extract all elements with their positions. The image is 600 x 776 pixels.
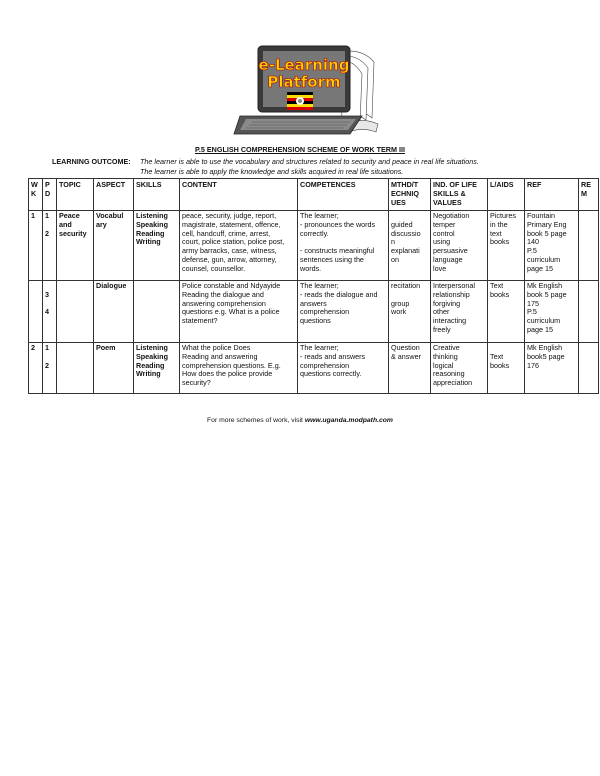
cell-aids: Pictures in the text books (488, 211, 525, 281)
e-learning-platform-logo (232, 40, 382, 138)
cell-rem (579, 343, 599, 394)
logo-line2: Platform (267, 73, 341, 91)
footer-text: For more schemes of work, visit (207, 417, 305, 424)
header-ref: REF (525, 179, 579, 211)
header-methods: MTHD/T ECHNIQ UES (389, 179, 431, 211)
cell-pd: 3 4 (43, 281, 57, 343)
cell-content: What the police Does Reading and answering comprehension questions. E.g. How does the police provide security? (180, 343, 298, 394)
laptop-book-logo-icon (232, 40, 382, 138)
outcome-line2: The learner is able to apply the knowledge and skills acquired in real life situations. (140, 167, 404, 176)
header-topic: TOPIC (57, 179, 94, 211)
table-row (29, 281, 599, 343)
footer-note (0, 417, 600, 424)
cell-life-skills: Interpersonal relationship forgiving other interacting freely (431, 281, 488, 343)
cell-content: peace, security, judge, report, magistrate, statement, offence, cell, handcuff, crime, arrest, court, police station, police post, army barracks, case, witness, defense, gun, arrow, attorney, counsel, counsellor. (180, 211, 298, 281)
cell-aids: Text books (488, 281, 525, 343)
cell-topic (57, 281, 94, 343)
outcome-label: LEARNING OUTCOME: (52, 157, 131, 166)
table-row (29, 211, 599, 281)
cell-competences: The learner; - reads and answers comprehension questions correctly. (298, 343, 389, 394)
cell-life-skills: Creative thinking logical reasoning appreciation (431, 343, 488, 394)
outcome-line1: The learner is able to use the vocabulary and structures related to security and peace in real life situations. (140, 157, 479, 166)
cell-aids: Text books (488, 343, 525, 394)
header-content: CONTENT (180, 179, 298, 211)
cell-aspect: Vocabul ary (94, 211, 134, 281)
cell-content: Police constable and Ndyayide Reading the dialogue and answering comprehension questions e.g. What is a police statement? (180, 281, 298, 343)
cell-competences: The learner; - pronounces the words correctly. - constructs meaningful sentences using the words. (298, 211, 389, 281)
header-competences: COMPETENCES (298, 179, 389, 211)
cell-skills: Listening Speaking Reading Writing (134, 343, 180, 394)
cell-wk: 1 (29, 211, 43, 281)
cell-topic (57, 343, 94, 394)
cell-methods: Question & answer (389, 343, 431, 394)
cell-ref: Mk English book 5 page 175 P.5 curriculum page 15 (525, 281, 579, 343)
header-rem: RE M (579, 179, 599, 211)
header-life-skills: IND. OF LIFE SKILLS & VALUES (431, 179, 488, 211)
cell-topic: Peace and security (57, 211, 94, 281)
cell-rem (579, 211, 599, 281)
cell-life-skills: Negotiation temper control using persuasive language love (431, 211, 488, 281)
logo-line1: e-Learning (258, 56, 350, 74)
header-aspect: ASPECT (94, 179, 134, 211)
cell-wk (29, 281, 43, 343)
footer-link[interactable]: www.uganda.modpath.com (304, 417, 393, 424)
scheme-of-work-table (28, 178, 599, 394)
cell-methods: guided discussio n explanati on (389, 211, 431, 281)
cell-aspect: Dialogue (94, 281, 134, 343)
header-skills: SKILLS (134, 179, 180, 211)
table-row (29, 343, 599, 394)
uganda-flag-icon (287, 92, 313, 110)
cell-wk: 2 (29, 343, 43, 394)
cell-methods: recitation group work (389, 281, 431, 343)
cell-skills: Listening Speaking Reading Writing (134, 211, 180, 281)
cell-ref: Mk English book5 page 176 (525, 343, 579, 394)
header-aids: L/AIDS (488, 179, 525, 211)
cell-pd: 1 2 (43, 343, 57, 394)
table-header-row (29, 179, 599, 211)
header-pd: P D (43, 179, 57, 211)
cell-pd: 1 2 (43, 211, 57, 281)
cell-skills (134, 281, 180, 343)
cell-ref: Fountain Primary Eng book 5 page 140 P.5 curriculum page 15 (525, 211, 579, 281)
cell-competences: The learner; - reads the dialogue and answers comprehension questions (298, 281, 389, 343)
document-title: P.5 ENGLISH COMPREHENSION SCHEME OF WORK TERM III (195, 145, 405, 154)
cell-aspect: Poem (94, 343, 134, 394)
header-wk: W K (29, 179, 43, 211)
learning-outcome (52, 157, 479, 177)
cell-rem (579, 281, 599, 343)
